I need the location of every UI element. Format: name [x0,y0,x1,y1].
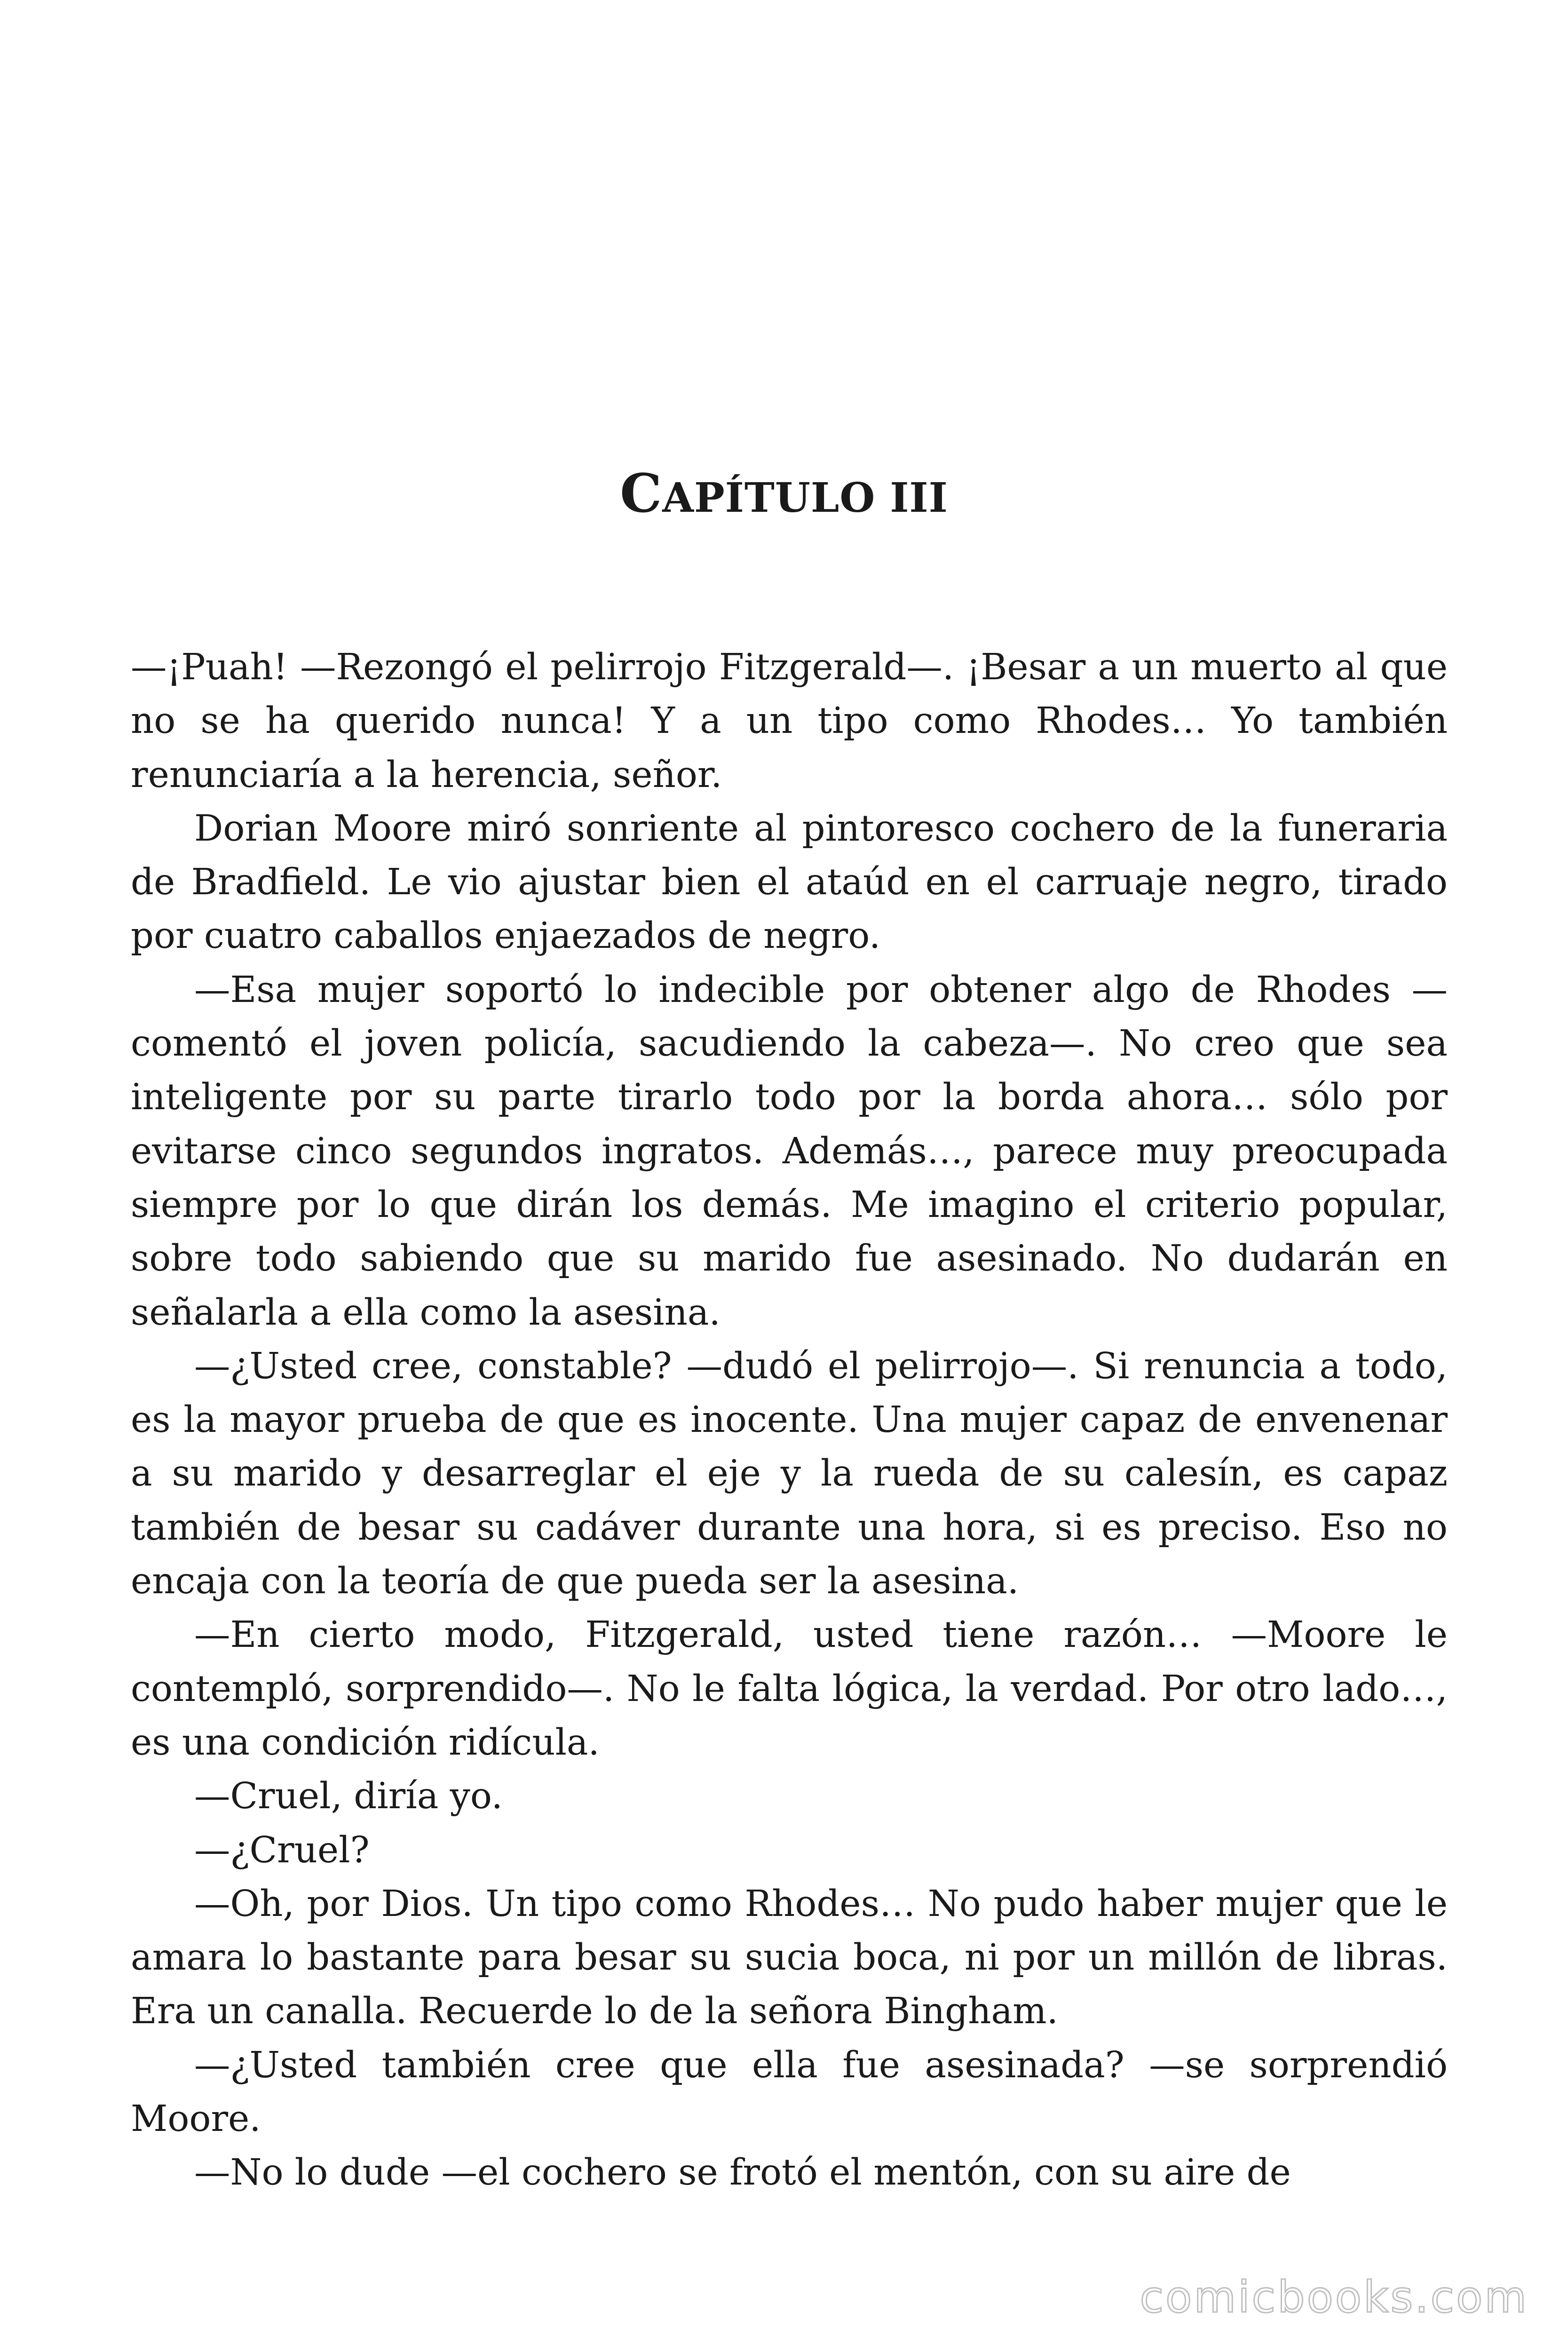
paragraph: —¿Usted cree, constable? —dudó el pelirrojo—. Si renuncia a todo, es la mayor prueba de que es inocente. Una mujer capaz de envenenar a su marido y desarreglar el eje y la rueda de su calesín, es capaz también de besar su cadáver durante una hora, si es preciso. Eso no encaja con la teoría de que pueda ser la asesina. [131,1345,1448,1603]
paragraph: —¿Cruel? [194,1829,370,1871]
watermark-logo: comicbooks.com [1140,2272,1528,2322]
chapter-title-rest: APÍTULO III [662,474,948,522]
paragraph: —¡Puah! —Rezongó el pelirrojo Fitzgerald—. ¡Besar a un muerto al que no se ha querido nunca! Y a un tipo como Rhodes… Yo también renunciaría a la herencia, señor. [131,646,1448,796]
body-text [131,641,1448,2200]
paragraph: —En cierto modo, Fitzgerald, usted tiene razón… —Moore le contempló, sorprendido—. No le falta lógica, la verdad. Por otro lado…, es una condición ridícula. [131,1614,1448,1764]
paragraph: —Esa mujer soportó lo indecible por obtener algo de Rhodes —comentó el joven policía, sacudiendo la cabeza—. No creo que sea inteligente por su parte tirarlo todo por la borda ahora… sólo por evitarse cinco segundos ingratos. Además…, parece muy preocupada siempre por lo que dirán los demás. Me imagino el criterio popular, sobre todo sabiendo que su marido fue asesinado. No dudarán en señalarla a ella como la asesina. [131,969,1448,1334]
paragraph: —Cruel, diría yo. [194,1775,503,1818]
paragraph: Dorian Moore miró sonriente al pintoresco cochero de la funeraria de Bradfield. Le vio ajustar bien el ataúd en el carruaje negro, tirado por cuatro caballos enjaezados de negro. [131,807,1448,957]
chapter-title-initial: C [620,463,663,524]
chapter-title [0,461,1568,531]
paragraph: —No lo dude —el cochero se frotó el mentón, con su aire de [194,2152,1291,2194]
paragraph: —Oh, por Dios. Un tipo como Rhodes… No pudo haber mujer que le amara lo bastante para besar su sucia boca, ni por un millón de libras. Era un canalla. Recuerde lo de la señora Bingham. [131,1883,1448,2033]
paragraph: —¿Usted también cree que ella fue asesinada? —se sorprendió Moore. [131,2044,1448,2140]
